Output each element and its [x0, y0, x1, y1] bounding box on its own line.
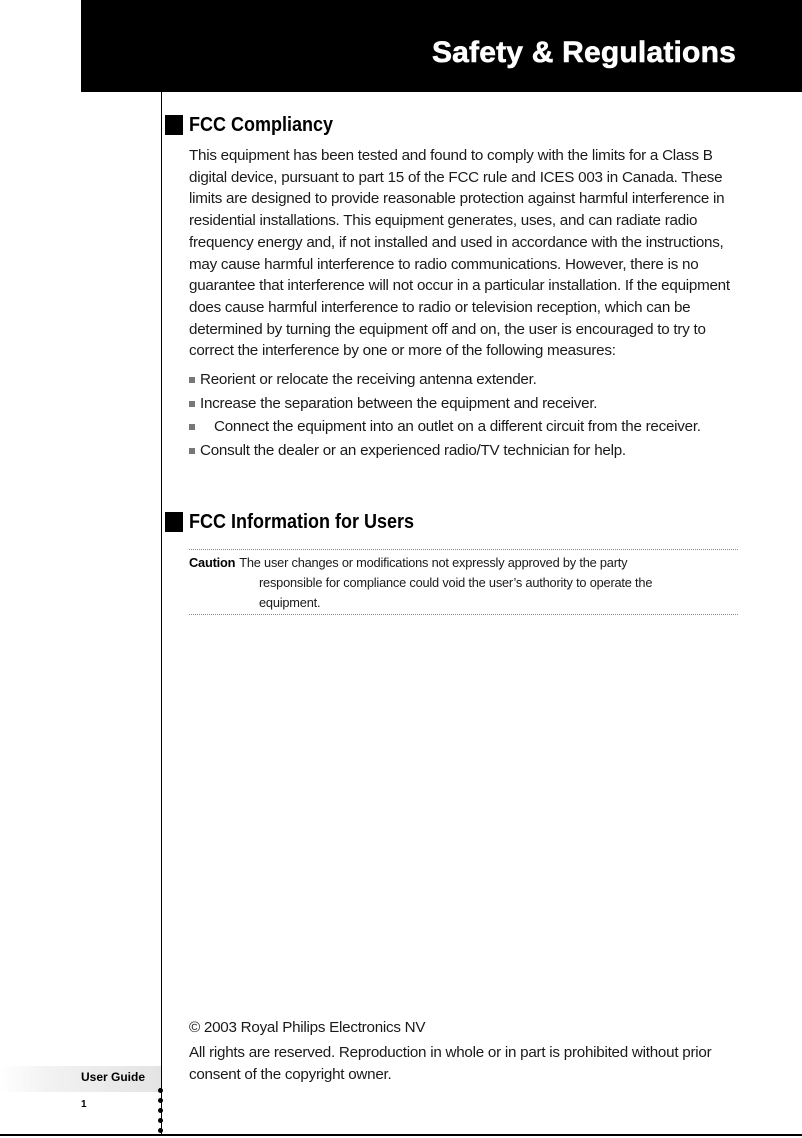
fcc-compliancy-paragraph: This equipment has been tested and found to comply with the limits for a Class B digital device, pursuant to part 15 of the FCC rule and ICES 003 in Canada. These limits are designed to provide reasonable protection against harmful interference in residential installations. This equipment generates, uses, and can radiate radio frequency energy and, if not installed and used in accordance with the instructions, may cause harmful interference to radio communications. However, there is no guarantee that interference will not occur in a particular installation. If the equipment does cause harmful interference to radio or television reception, which can be determined by turning the equipment off and on, the user is encouraged to try to correct the interference by one or more of the following measures: [189, 147, 730, 360]
caution-line-2: responsible for compliance could void the user’s authority to operate the [259, 575, 653, 590]
caution-line-1: The user changes or modifications not expressly approved by the party [239, 555, 628, 570]
heading-marker-icon [165, 115, 183, 135]
list-item [189, 368, 737, 392]
caution-row [189, 593, 738, 613]
caution-note [189, 549, 738, 615]
list-item [189, 415, 737, 439]
list-item [189, 439, 737, 463]
fcc-compliancy-heading [165, 113, 737, 137]
fcc-information-section [165, 510, 737, 534]
page-title: Safety & Regulations [431, 36, 736, 69]
bullet-square-icon [189, 424, 195, 430]
measure-text: Consult the dealer or an experienced radio/TV technician for help. [200, 441, 626, 459]
page-number: 1 [81, 1099, 87, 1110]
measure-text: Reorient or relocate the receiving antenna extender. [200, 371, 537, 389]
caution-row [189, 573, 738, 593]
measure-text: Increase the separation between the equipment and receiver. [200, 394, 598, 412]
measures-list [189, 368, 737, 462]
copyright-block [189, 1017, 749, 1086]
heading-text: FCC Information for Users [189, 510, 415, 533]
caution-row [189, 553, 738, 573]
bullet-square-icon [189, 448, 195, 454]
rights-statement: All rights are reserved. Reproduction in whole or in part is prohibited without prior consent of the copyright owner. [189, 1044, 712, 1083]
measure-text: Connect the equipment into an outlet on a different circuit from the receiver. [214, 418, 701, 436]
bullet-square-icon [189, 377, 195, 383]
heading-marker-icon [165, 512, 183, 532]
caution-label: Caution [189, 555, 236, 570]
footer-label: User Guide [81, 1070, 146, 1084]
list-item [189, 392, 737, 416]
margin-rule [161, 92, 162, 1136]
fcc-information-heading [165, 510, 737, 534]
header-bar [81, 0, 802, 92]
dots-ornament-icon [158, 1088, 165, 1138]
heading-text: FCC Compliancy [189, 113, 334, 136]
copyright-notice: © 2003 Royal Philips Electronics NV [189, 1019, 426, 1036]
caution-line-3: equipment. [259, 595, 321, 610]
fcc-compliancy-section [165, 113, 737, 462]
bullet-square-icon [189, 401, 195, 407]
